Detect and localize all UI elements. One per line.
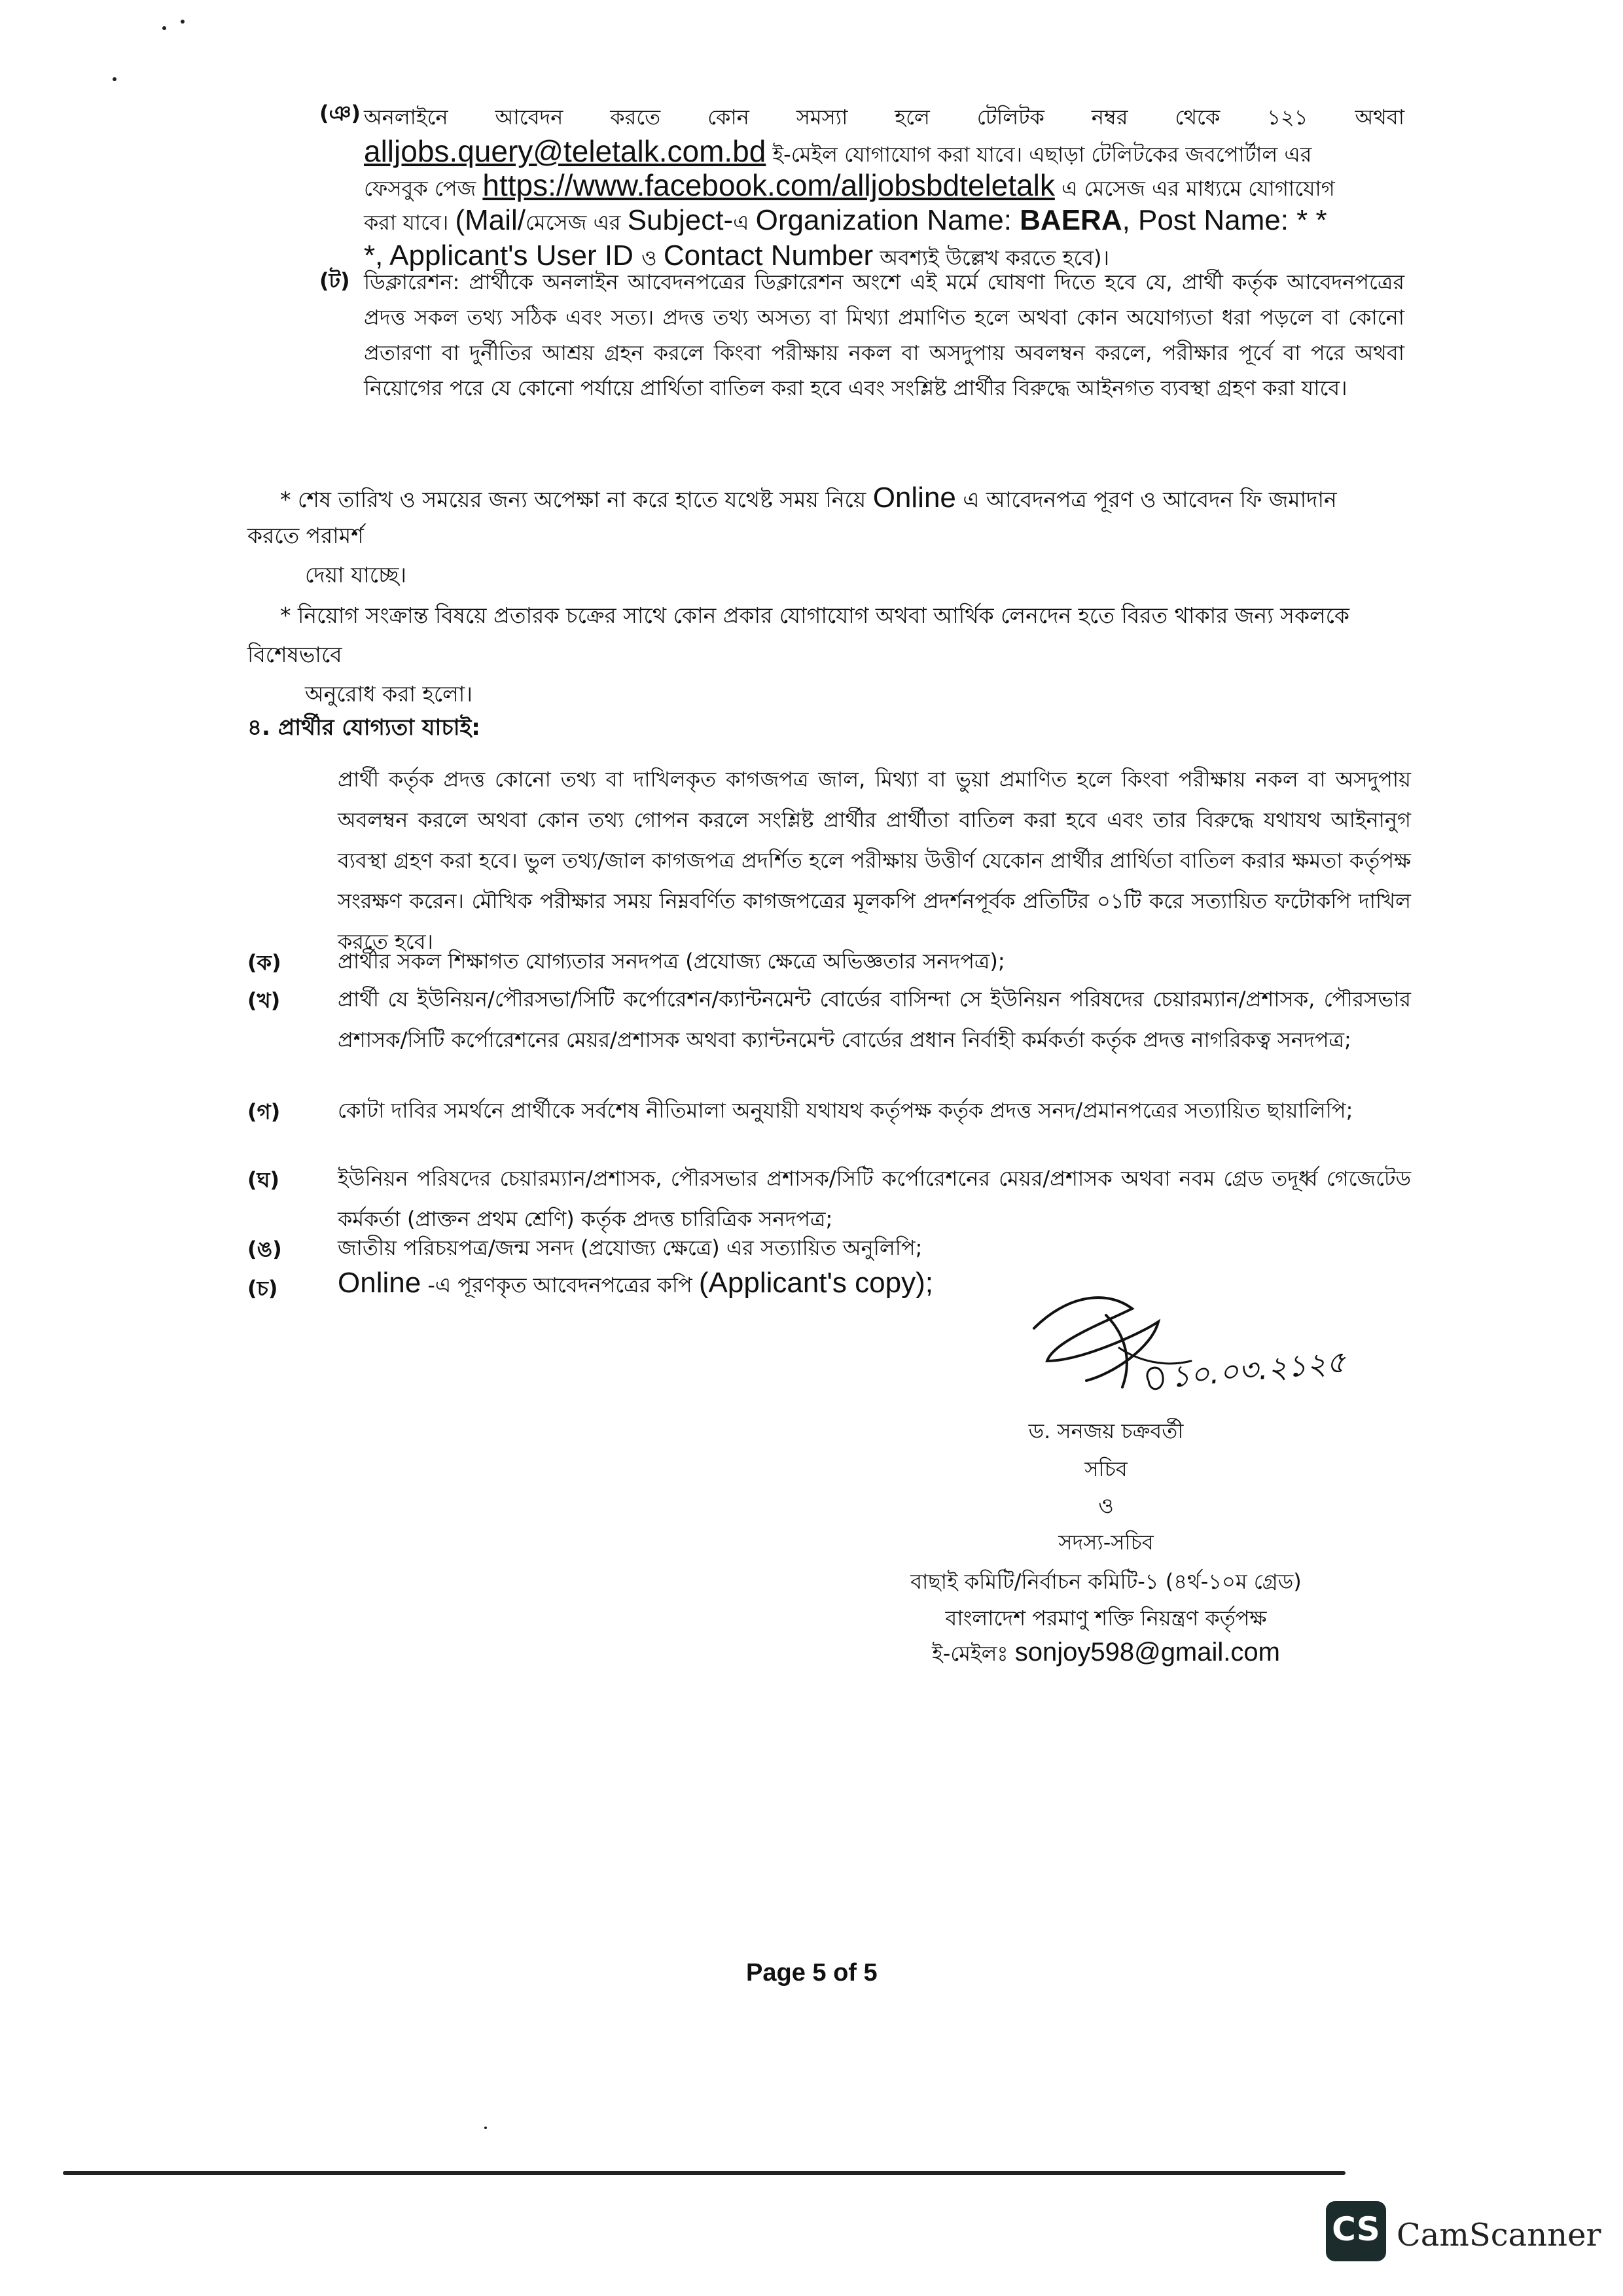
camscanner-logo-text: CS xyxy=(1332,2210,1380,2248)
section-e-line4-mid1: মেসেজ এর xyxy=(526,210,628,235)
item-kha-text: প্রার্থী যে ইউনিয়ন/পৌরসভা/সিটি কর্পোরেশন/ক্যান্টনমেন্ট বোর্ডের বাসিন্দা সে ইউনিয়ন পরিষদের চেয়ারম্যান/প্রশাসক, পৌরসভার প্রশাসক/সিটি কর্পোরেশনের মেয়র/প্রশাসক অথবা ক্যান্টনমেন্ট বোর্ডের প্রধান নির্বাহী কর্মকর্তা কর্তৃক প্রদত্ত নাগরিকত্ব সনদপত্র; xyxy=(338,987,1411,1052)
item-ga-text: কোটা দাবির সমর্থনে প্রার্থীকে সর্বশেষ নীতিমালা অনুযায়ী যথাযথ কর্তৃপক্ষ কর্তৃক প্রদত্ত সনদ/প্রমানপত্রের সত্যায়িত ছায়ালিপি; xyxy=(338,1098,1353,1123)
applicant-user-id: *, Applicant's User ID xyxy=(364,239,642,272)
item-cha-mid: -এ পূরণকৃত আবেদনপত্রের কপি xyxy=(421,1273,699,1298)
item-nga-marker: (ঙ) xyxy=(247,1237,282,1262)
signatory-title-2: সদস্য-সচিব xyxy=(1058,1530,1154,1555)
note2-line3: অনুরোধ করা হলো। xyxy=(305,681,473,707)
item-kha-marker: (খ) xyxy=(247,988,281,1013)
signatory-email-line xyxy=(844,1637,1368,1672)
signatory-title: সচিব xyxy=(1084,1457,1128,1481)
scan-speck xyxy=(113,77,116,81)
item-gha-marker: (ঘ) xyxy=(247,1167,280,1192)
mail-paren: (Mail/ xyxy=(455,204,526,236)
note2-line2: বিশেষভাবে xyxy=(247,642,342,667)
signatory-and: ও xyxy=(1098,1493,1114,1518)
signatory-organization: বাংলাদেশ পরমাণু শক্তি নিয়ন্ত্রণ কর্তৃপক্ষ xyxy=(945,1606,1267,1631)
org-value: BAERA xyxy=(1020,204,1122,236)
section-e-line2-rest: ই-মেইল যোগাযোগ করা যাবে। এছাড়া টেলিটকের জবপোর্টাল এর xyxy=(766,142,1312,167)
handwritten-signature xyxy=(1008,1282,1414,1413)
section4-heading: ৪. প্রার্থীর যোগ্যতা যাচাই: xyxy=(247,715,480,741)
facebook-link[interactable]: https://www.facebook.com/alljobsbdteletalk xyxy=(482,168,1055,202)
signatory-name: ড. সনজয় চক্রবর্তী xyxy=(1028,1419,1184,1443)
section-e-line4-pre: করা যাবে। xyxy=(364,210,455,235)
org-label: Organization Name: xyxy=(755,204,1020,236)
section-e-line3-pre: ফেসবুক পেজ xyxy=(364,176,483,201)
email-link[interactable]: alljobs.query@teletalk.com.bd xyxy=(364,134,766,168)
section-e-line5-post: অবশ্যই উল্লেখ করতে হবে)। xyxy=(873,245,1110,270)
handwritten-date: ১০.০৩.২১২৫ xyxy=(1169,1343,1347,1394)
note1-line2: করতে পরামর্শ xyxy=(247,523,364,548)
section-e-line5-and: ও xyxy=(641,245,664,270)
signatory-email[interactable]: sonjoy598@gmail.com xyxy=(1014,1638,1280,1667)
note2-line1: * নিয়োগ সংক্রান্ত বিষয়ে প্রতারক চক্রের সাথে কোন প্রকার যোগাযোগ অথবা আর্থিক লেনদেন হতে বিরত থাকার জন্য সকলকে xyxy=(280,603,1349,628)
item-nga-text: জাতীয় পরিচয়পত্র/জন্ম সনদ (প্রযোজ্য ক্ষেত্রে) এর সত্যায়িত অনুলিপি; xyxy=(338,1235,923,1260)
section4-paragraph: প্রার্থী কর্তৃক প্রদত্ত কোনো তথ্য বা দাখিলকৃত কাগজপত্র জাল, মিথ্যা বা ভুয়া প্রমাণিত হলে কিংবা পরীক্ষায় নকল বা অসদুপায় অবলম্বন করলে অথবা কোন তথ্য গোপন করলে সংশ্লিষ্ট প্রার্থীর প্রার্থীতা বাতিল করা হবে এবং তার বিরুদ্ধে যথাযথ আইনানুগ ব্যবস্থা গ্রহণ করা হবে। ভুল তথ্য/জাল কাগজপত্র প্রদর্শিত হলে পরীক্ষায় উত্তীর্ণ যেকোন প্রার্থীর প্রার্থিতা বাতিল করার ক্ষমতা কর্তৃপক্ষ সংরক্ষণ করেন। মৌখিক পরীক্ষার সময় নিম্নবর্ণিত কাগজপত্রের মূলকপি প্রদর্শনপূর্বক প্রতিটির ০১টি করে সত্যায়িত ফটোকপি দাখিল করতে হবে। xyxy=(338,767,1411,954)
signatory-committee: বাছাই কমিটি/নির্বাচন কমিটি-১ (৪র্থ-১০ম গ্রেড) xyxy=(910,1569,1302,1594)
section-e-line1: অনলাইনে আবেদন করতে কোন সমস্যা হলে টেলিটক নম্বর থেকে ১২১ অথবা xyxy=(364,105,1404,130)
post-label: , Post Name: * * xyxy=(1122,204,1327,236)
camscanner-logo xyxy=(1326,2201,1386,2261)
scan-speck xyxy=(484,2127,487,2129)
item-ga-marker: (গ) xyxy=(247,1099,281,1124)
scan-speck xyxy=(162,26,166,30)
item-ka-text: প্রার্থীর সকল শিক্ষাগত যোগ্যতার সনদপত্র (প্রযোজ্য ক্ষেত্রে অভিজ্ঞতার সনদপত্র); xyxy=(338,949,1005,974)
camscanner-watermark xyxy=(1326,2201,1601,2267)
section-e-line4-mid2: এ xyxy=(733,210,756,235)
contact-number: Contact Number xyxy=(663,239,874,272)
email-label: ই-মেইলঃ xyxy=(932,1641,1015,1666)
section-e-marker: (ঞ) xyxy=(319,101,361,126)
item-ka-marker: (ক) xyxy=(247,950,281,975)
note1-text-pre: * শেষ তারিখ ও সময়ের জন্য অপেক্ষা না করে হাতে যথেষ্ট সময় নিয়ে xyxy=(280,487,873,512)
item-cha-copy: (Applicant's copy); xyxy=(698,1267,933,1299)
section-t-marker: (ট) xyxy=(319,268,350,293)
item-gha-text: ইউনিয়ন পরিষদের চেয়ারম্যান/প্রশাসক, পৌরসভার প্রশাসক/সিটি কর্পোরেশনের মেয়র/প্রশাসক অথবা নবম গ্রেড তদূর্ধ্ব গেজেটেড কর্মকর্তা (প্রাক্তন প্রথম শ্রেণি) কর্তৃক প্রদত্ত চারিত্রিক সনদপত্র; xyxy=(338,1166,1411,1231)
subject-word: Subject- xyxy=(627,204,734,236)
camscanner-brand: CamScanner xyxy=(1397,2217,1601,2253)
item-cha-marker: (চ) xyxy=(247,1276,278,1301)
section-t-text: ডিক্লারেশন: প্রার্থীকে অনলাইন আবেদনপত্রের ডিক্লারেশন অংশে এই মর্মে ঘোষণা দিতে হবে যে, প্রার্থী কর্তৃক আবেদনপত্রের প্রদত্ত সকল তথ্য সঠিক এবং সত্য। প্রদত্ত তথ্য অসত্য বা মিথ্যা প্রমাণিত হলে অথবা কোন অযোগ্যতা ধরা পড়লে বা কোনো প্রতারণা বা দুর্নীতির আশ্রয় গ্রহন করলে কিংবা পরীক্ষায় নকল বা অসদুপায় অবলম্বন করলে, পরীক্ষার পূর্বে বা পরে অথবা নিয়োগের পরে যে কোনো পর্যায়ে প্রার্থিতা বাতিল করা হবে এবং সংশ্লিষ্ট প্রার্থীর বিরুদ্ধে আইনগত ব্যবস্থা গ্রহণ করা যাবে। xyxy=(364,270,1404,400)
note1-line3: দেয়া যাচ্ছে। xyxy=(305,562,407,588)
section-e-line3-post: এ মেসেজ এর মাধ্যমে যোগাযোগ xyxy=(1054,176,1335,201)
note1-line1 xyxy=(280,478,1471,520)
page-number: Page 5 of 5 xyxy=(746,1959,878,1987)
scan-bottom-edge xyxy=(63,2171,1346,2175)
scan-speck xyxy=(181,20,185,24)
item-cha-online: Online xyxy=(338,1267,421,1299)
note1-text-post: এ আবেদনপত্র পূরণ ও আবেদন ফি জমাদান xyxy=(955,487,1337,512)
note1-online: Online xyxy=(872,482,956,514)
